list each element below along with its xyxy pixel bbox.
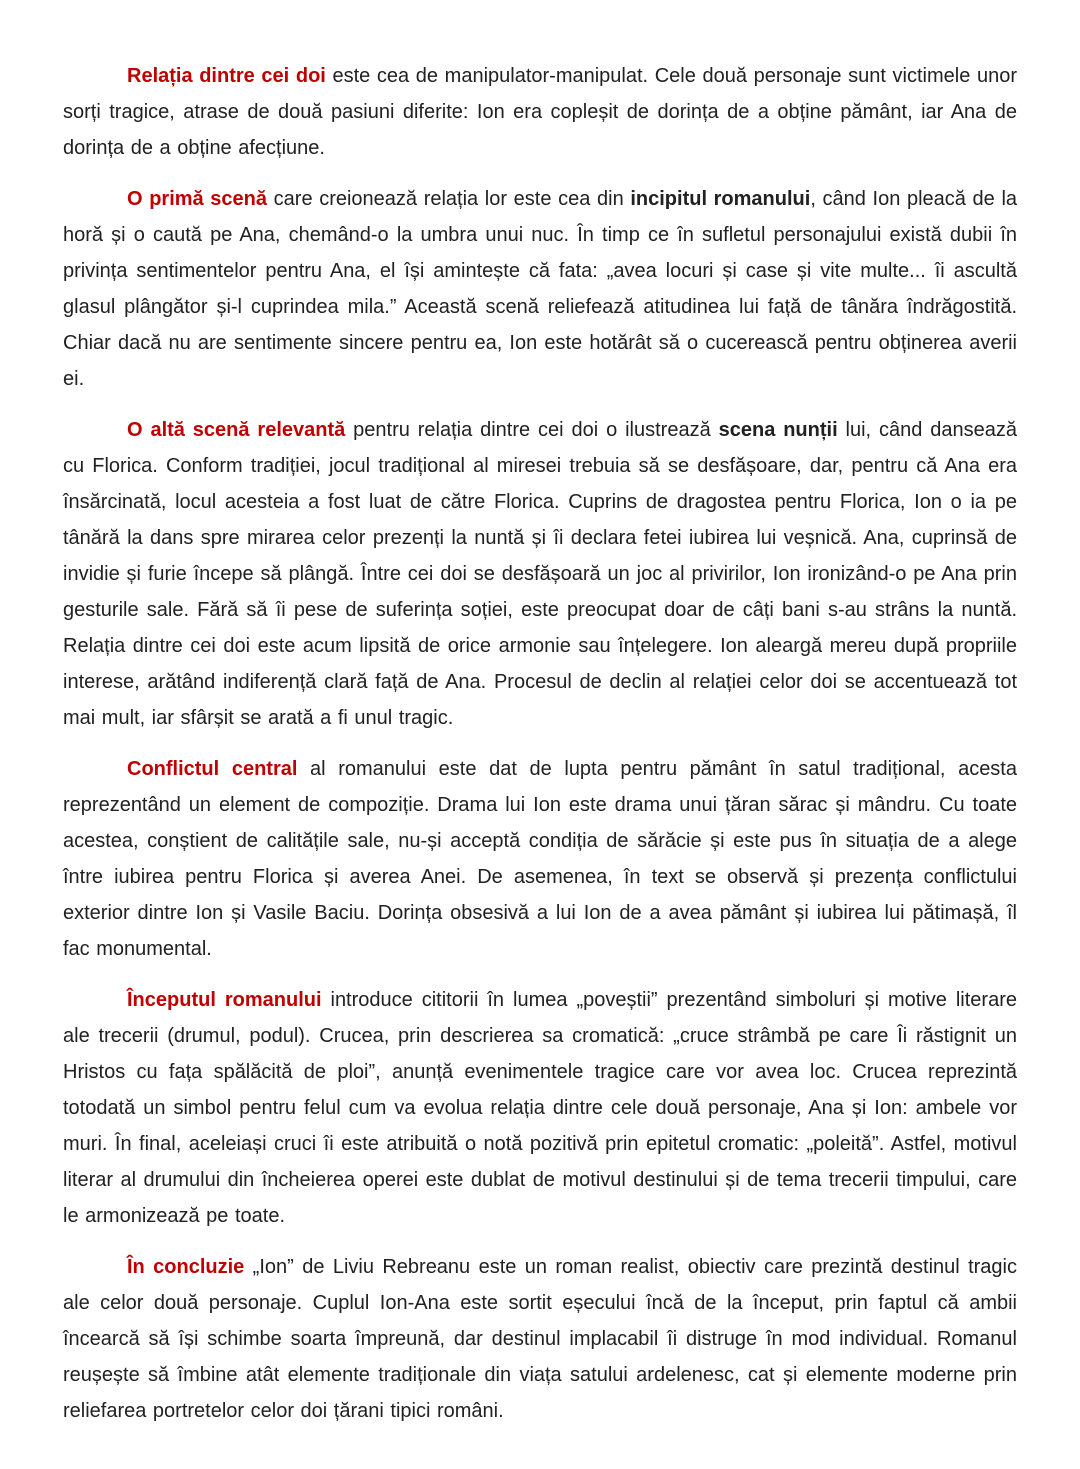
body-text: este cea de manipulator-manipulat. Cele două personaje sunt victimele unor sorți tragice, atrase de două pasiuni diferite: Ion era copleșit de dorința de a obține pământ, iar Ana de dorința de a obține afecțiune.: [63, 65, 1018, 159]
paragraph-lead-phrase: Relația dintre cei doi: [127, 65, 326, 87]
body-text: lui, când dansează cu Florica. Conform tradiției, jocul tradițional al miresei trebuia să se desfășoare, dar, pentru că Ana era însărcinată, locul acesteia a fost luat de către Florica. Cuprins de dragostea pentru Florica, Ion o ia pe tânără la dans spre mirarea celor prezenți la nuntă și îi declara fetei iubirea lui veșnică. Ana, cuprinsă de invidie și furie începe să plângă. Între cei doi se desfășoară un joc al privirilor, Ion ironizând-o pe Ana prin gesturile sale. Fără să îi pese de suferința soției, este preocupat doar de câți bani s-au strâns la nuntă. Relația dintre cei doi este acum lipsită de orice armonie sau înțelegere. Ion aleargă mereu după propriile interese, arătând indiferență clară față de Ana. Procesul de declin al relației celor doi se accentuează tot mai mult, iar sfârșit se arată a fi unul tragic.: [63, 419, 1018, 729]
paragraph: [63, 751, 1017, 967]
body-text: care creionează relația lor este cea din: [267, 188, 631, 210]
paragraph-lead-phrase: Conflictul central: [127, 758, 298, 780]
body-text: „Ion” de Liviu Rebreanu este un roman realist, obiectiv care prezintă destinul tragic ale celor două personaje. Cuplul Ion-Ana este sortit eșecului încă de la început, prin faptul că ambii încearcă să își schimbe soarta împreună, dar destinul implacabil îi distruge în mod individual. Romanul reușește să îmbine atât elemente tradiționale din viața satului ardelenesc, cat și elemente moderne prin reliefarea portretelor celor doi țărani tipici români.: [63, 1256, 1017, 1422]
paragraph-lead-phrase: În concluzie: [127, 1256, 245, 1278]
paragraph: [63, 412, 1017, 736]
emphasized-phrase: incipitul romanului: [630, 188, 811, 210]
paragraph-lead-phrase: O primă scenă: [127, 188, 268, 210]
body-text: , când Ion pleacă de la horă și o caută pe Ana, chemând-o la umbra unui nuc. În timp ce în sufletul personajului există dubii în privința sentimentelor pentru Ana, el își amintește că fata: „avea locuri și case și vite multe... îi ascultă glasul plângător și-l cuprindea mila.” Această scenă reliefează atitudinea lui față de tânăra îndrăgostită. Chiar dacă nu are sentimente sincere pentru ea, Ion este hotărât să o cucerească pentru obținerea averii ei.: [63, 188, 1018, 390]
paragraph: [63, 58, 1017, 166]
paragraph: [63, 181, 1017, 397]
paragraph: [63, 982, 1017, 1234]
document-body: [63, 58, 1017, 1429]
paragraph-lead-phrase: Începutul romanului: [127, 989, 322, 1011]
body-text: al romanului este dat de lupta pentru pământ în satul tradițional, acesta reprezentând un element de compoziție. Drama lui Ion este drama unui țăran sărac și mândru. Cu toate acestea, conștient de calitățile sale, nu-și acceptă condiția de sărăcie și este pus în situația de a alege între iubirea pentru Florica și averea Anei. De asemenea, în text se observă și prezența conflictului exterior dintre Ion și Vasile Baciu. Dorința obsesivă a lui Ion de a avea pământ și iubirea lui pătimașă, îl fac monumental.: [63, 758, 1017, 960]
paragraph-lead-phrase: O altă scenă relevantă: [127, 419, 346, 441]
body-text: pentru relația dintre cei doi o ilustrează: [345, 419, 719, 441]
emphasized-phrase: scena nunții: [718, 419, 838, 441]
body-text: introduce cititorii în lumea „poveștii” prezentând simboluri și motive literare ale trecerii (drumul, podul). Crucea, prin descrierea sa cromatică: „cruce strâmbă pe care Îi răstignit un Hristos cu fața spălăcită de ploi”, anunță evenimentele tragice care vor avea loc. Crucea reprezintă totodată un simbol pentru felul cum va evolua relația dintre cele două personaje, Ana și Ion: ambele vor muri. În final, aceleiași cruci îi este atribuită o notă pozitivă prin epitetul cromatic: „poleită”. Astfel, motivul literar al drumului din încheierea operei este dublat de motivul destinului și de tema trecerii timpului, care le armonizează pe toate.: [63, 989, 1017, 1227]
paragraph: [63, 1249, 1017, 1429]
